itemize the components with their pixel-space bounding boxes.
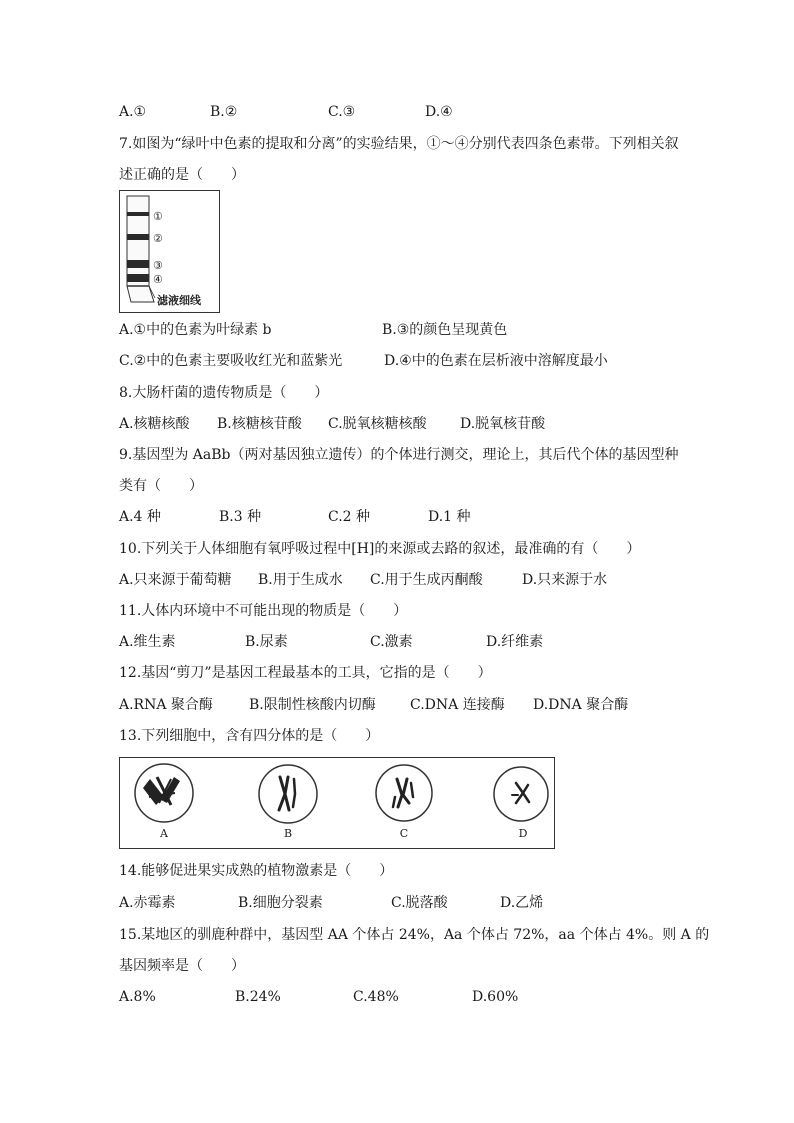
q9-stem-line2: 类有（ ） <box>119 478 203 494</box>
q14-stem: 14.能够促进果实成熟的植物激素是（ ） <box>119 863 394 879</box>
q7-option-c: C.②中的色素主要吸收红光和蓝紫光 <box>119 353 343 369</box>
q15-stem-line2: 基因频率是（ ） <box>119 958 245 974</box>
cell-label-c: C <box>399 827 409 840</box>
q7-option-a: A.①中的色素为叶绿素 b <box>119 322 272 338</box>
q12-option-a: A.RNA 聚合酶 <box>119 697 213 713</box>
cell-division-figure <box>119 757 555 849</box>
q7-stem-line1: 7.如图为“绿叶中色素的提取和分离”的实验结果，①～④分别代表四条色素带。下列相关叙 <box>119 136 679 152</box>
q14-option-d: D.乙烯 <box>500 895 544 911</box>
q12-option-c: C.DNA 连接酶 <box>410 697 505 713</box>
q8-option-b: B.核糖核苷酸 <box>217 416 302 432</box>
q11-option-c: C.激素 <box>370 634 413 650</box>
q14-option-a: A.赤霉素 <box>119 895 176 911</box>
q7-stem-line2: 述正确的是（ ） <box>119 167 245 183</box>
cell-label-a: A <box>160 827 168 840</box>
q6-option-c: C.③ <box>328 104 356 120</box>
q6-option-b: B.② <box>210 104 238 120</box>
q10-option-d: D.只来源于水 <box>522 572 608 588</box>
q12-stem: 12.基因“剪刀”是基因工程最基本的工具，它指的是（ ） <box>119 665 492 681</box>
q9-option-c: C.2 种 <box>328 509 371 525</box>
q11-stem: 11.人体内环境中不可能出现的物质是（ ） <box>119 603 408 619</box>
q15-option-c: C.48% <box>353 989 399 1005</box>
q7-option-b: B.③的颜色呈现黄色 <box>382 322 508 338</box>
cell-label-d: D <box>518 827 528 840</box>
band-label-1: ① <box>153 210 163 223</box>
q8-option-d: D.脱氧核苷酸 <box>460 416 546 432</box>
q15-stem-line1: 15.某地区的驯鹿种群中，基因型 AA 个体占 24%，Aa 个体占 72%，aa 个体占 4%。则 A 的 <box>119 927 710 943</box>
q9-option-b: B.3 种 <box>219 509 262 525</box>
pigment-band-3 <box>127 260 149 268</box>
q15-option-a: A.8% <box>119 989 156 1005</box>
q14-option-c: C.脱落酸 <box>391 895 448 911</box>
q13-stem: 13.下列细胞中，含有四分体的是（ ） <box>119 728 380 744</box>
pigment-band-1 <box>127 212 149 216</box>
chromatography-strip-figure <box>119 190 221 314</box>
q14-option-b: B.细胞分裂素 <box>238 895 323 911</box>
band-label-3: ③ <box>153 259 163 272</box>
q8-option-c: C.脱氧核糖核酸 <box>328 416 427 432</box>
pigment-band-2 <box>127 234 149 240</box>
q15-option-d: D.60% <box>472 989 519 1005</box>
q8-option-a: A.核糖核酸 <box>119 416 190 432</box>
band-label-4: ④ <box>153 273 163 286</box>
q6-option-d: D.④ <box>425 104 453 120</box>
band-label-2: ② <box>153 232 163 245</box>
q11-option-a: A.维生素 <box>119 634 176 650</box>
q10-option-c: C.用于生成丙酮酸 <box>370 572 483 588</box>
q15-option-b: B.24% <box>235 989 281 1005</box>
cell-label-b: B <box>283 827 293 840</box>
q12-option-d: D.DNA 聚合酶 <box>533 697 629 713</box>
q10-stem: 10.下列关于人体细胞有氧呼吸过程中[H]的来源或去路的叙述，最准确的有（ ） <box>119 541 641 557</box>
filter-line-label: 滤液细线 <box>157 294 201 307</box>
q6-option-a: A.① <box>119 104 147 120</box>
q9-stem-line1: 9.基因型为 AaBb（两对基因独立遗传）的个体进行测交，理论上，其后代个体的基因型种 <box>119 447 679 463</box>
q11-option-d: D.纤维素 <box>486 634 544 650</box>
pigment-band-4 <box>127 274 149 282</box>
q7-option-d: D.④中的色素在层析液中溶解度最小 <box>384 353 608 369</box>
q9-option-a: A.4 种 <box>119 509 161 525</box>
q10-option-a: A.只来源于葡萄糖 <box>119 572 232 588</box>
q11-option-b: B.尿素 <box>245 634 288 650</box>
q8-stem: 8.大肠杆菌的遗传物质是（ ） <box>119 385 329 401</box>
q12-option-b: B.限制性核酸内切酶 <box>249 697 376 713</box>
q10-option-b: B.用于生成水 <box>258 572 343 588</box>
q9-option-d: D.1 种 <box>428 509 471 525</box>
